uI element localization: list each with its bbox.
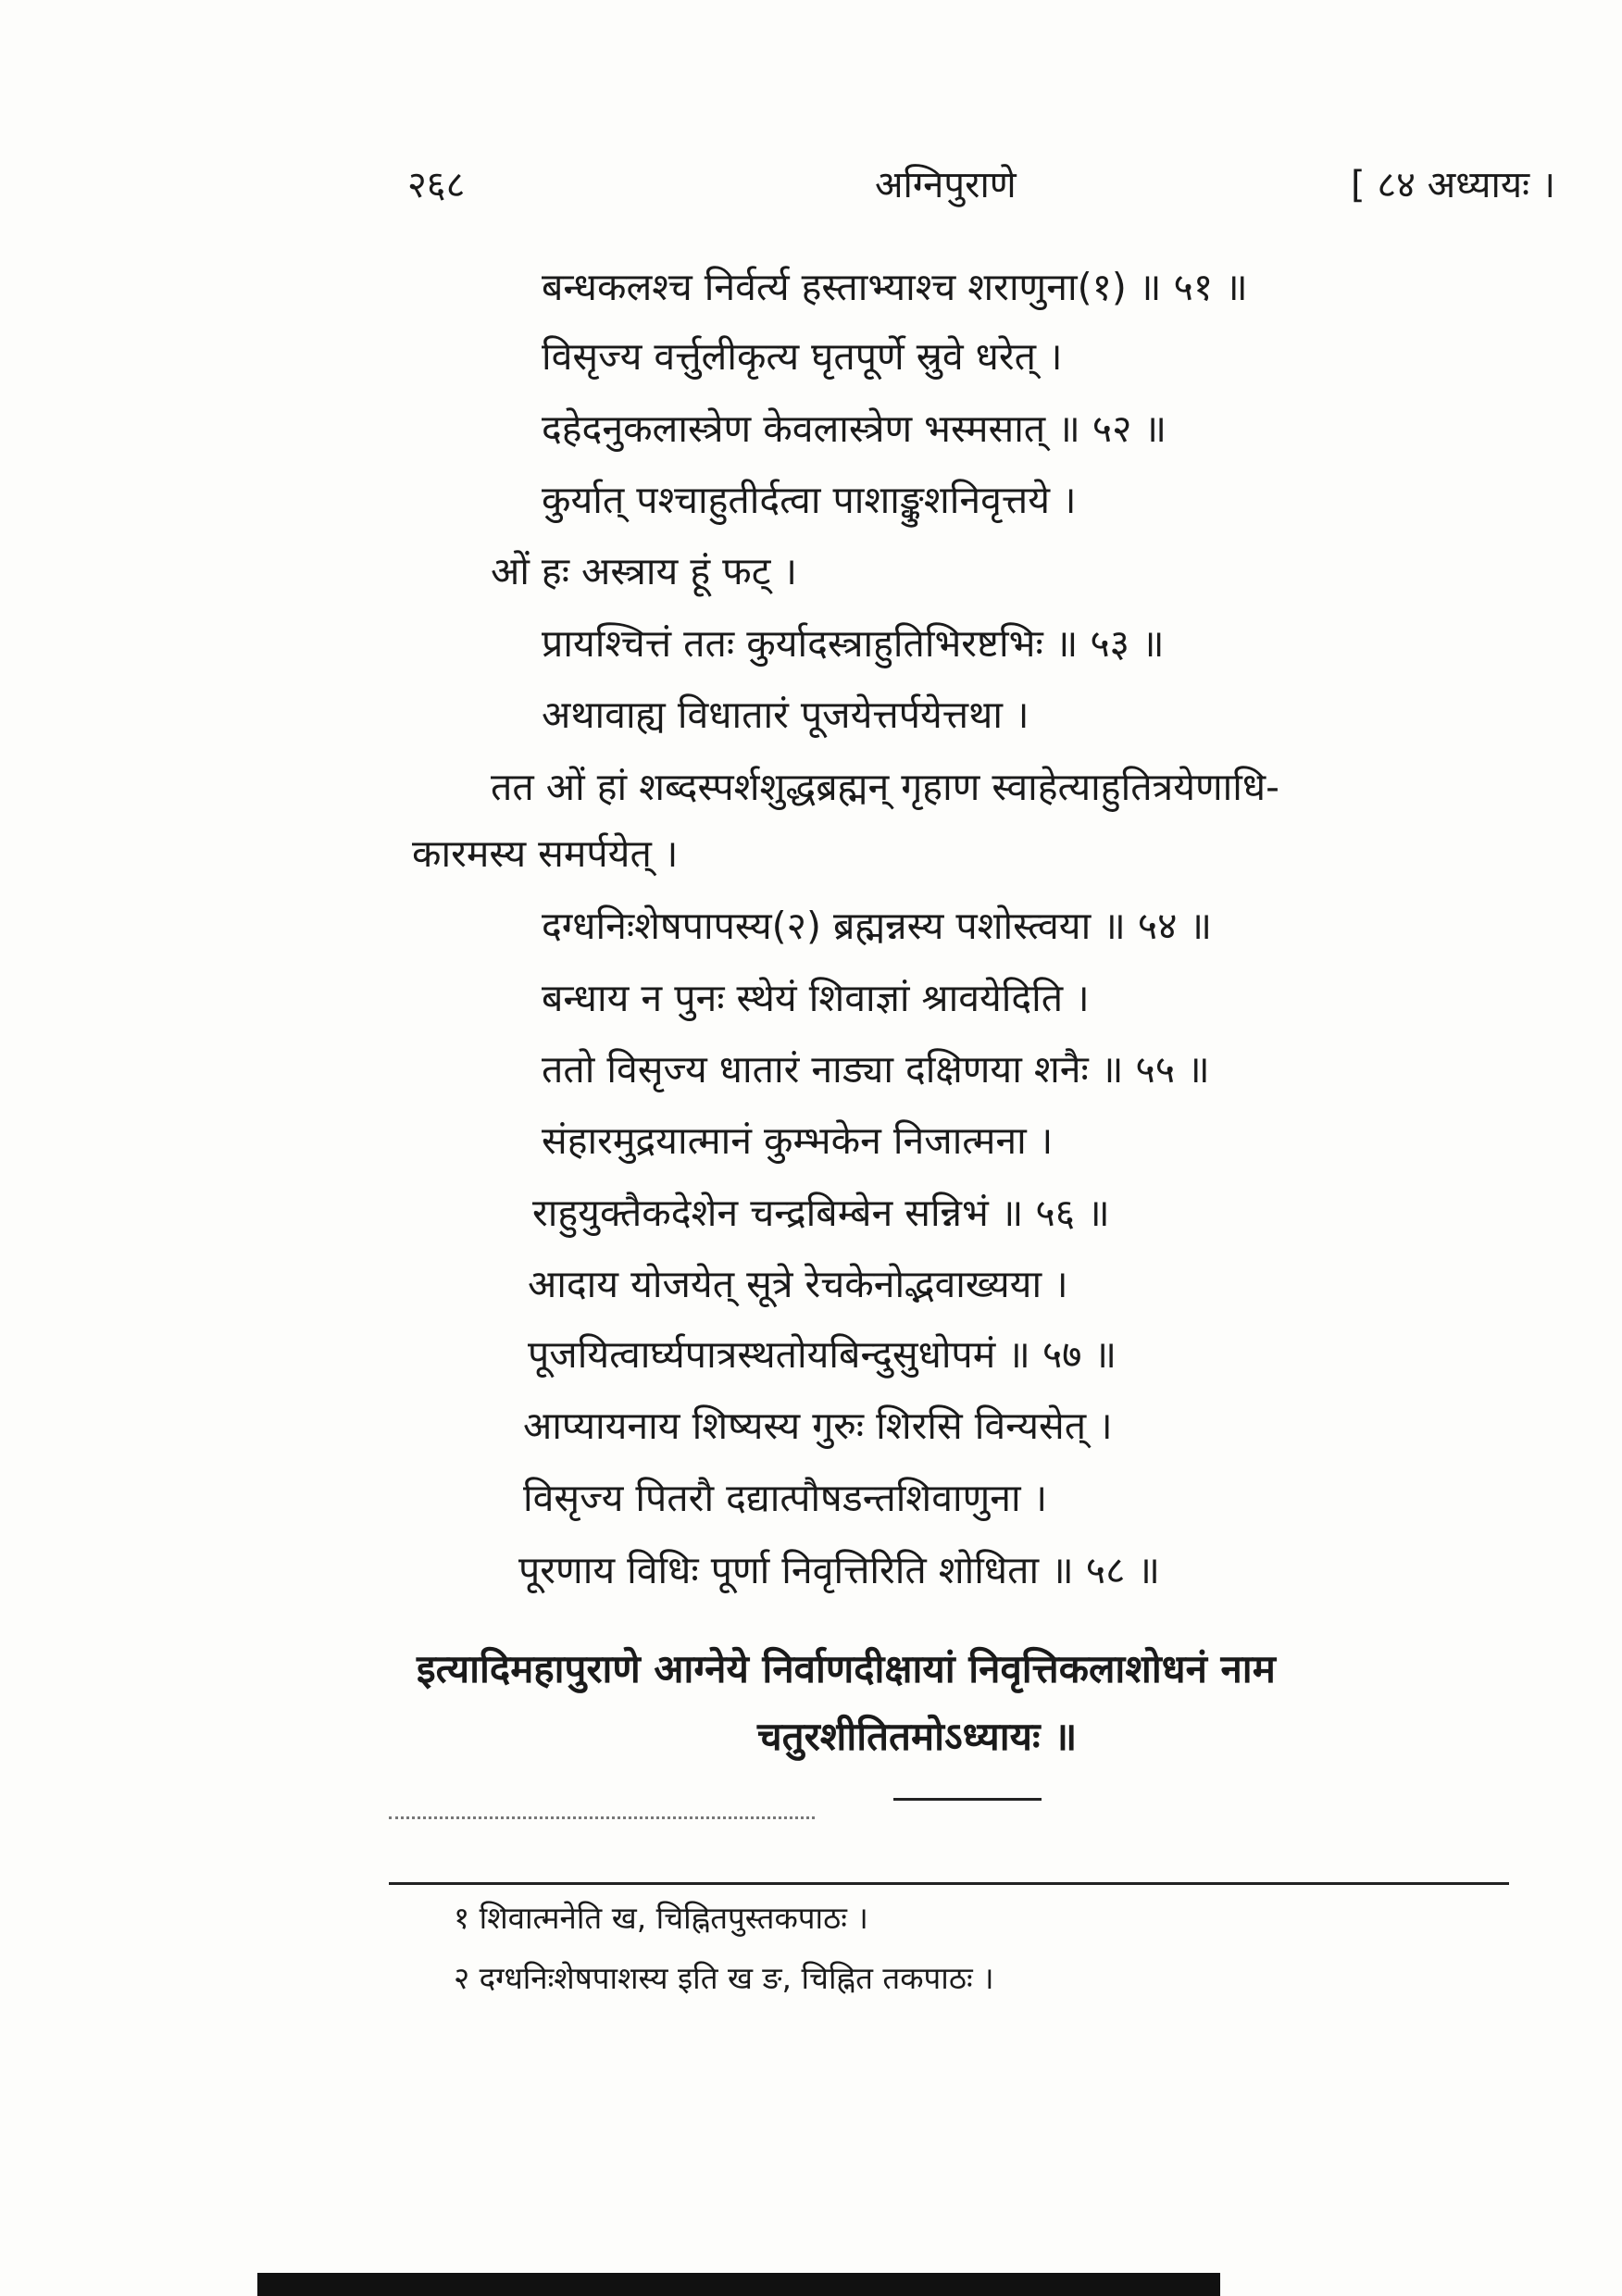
verse-line: ततो विसृज्य धातारं नाड्या दक्षिणया शनैः ॥ ५५ ॥ bbox=[542, 1047, 1210, 1092]
verse-line: अथावाह्य विधातारं पूजयेत्तर्पयेत्तथा । bbox=[542, 693, 1029, 737]
footnote: १ शिवात्मनेति ख, चिह्नितपुस्तकपाठः । bbox=[454, 1900, 868, 1936]
page-header bbox=[407, 157, 1574, 213]
colophon-line: चतुरशीतितमोऽध्यायः ॥ bbox=[757, 1714, 1078, 1759]
verse-line: दग्धनिःशेषपापस्य(२) ब्रह्मन्नस्य पशोस्त्वया ॥ ५४ ॥ bbox=[542, 904, 1213, 948]
footnote: २ दग्धनिःशेषपाशस्य इति ख ङ, चिह्नित तकपाठः । bbox=[454, 1960, 994, 1996]
scan-noise-rule bbox=[389, 1816, 815, 1819]
chapter-marker: [ ८४ अध्यायः । bbox=[1351, 164, 1555, 206]
footnote-rule bbox=[389, 1882, 1509, 1885]
scan-edge-bar bbox=[257, 2273, 1220, 2296]
verse-line: पूरणाय विधिः पूर्णा निवृत्तिरिति शोधिता ॥ ५८ ॥ bbox=[518, 1548, 1160, 1592]
verse-line: राहुयुक्तैकदेशेन चन्द्रबिम्बेन सन्निभं ॥ ५६ ॥ bbox=[532, 1191, 1110, 1235]
section-divider bbox=[893, 1798, 1042, 1801]
running-title: अग्निपुराणे bbox=[875, 164, 1017, 206]
colophon-line: इत्यादिमहापुराणे आग्नेये निर्वाणदीक्षायां निवृत्तिकलाशोधनं नाम bbox=[417, 1646, 1276, 1691]
mantra-line: ओं हः अस्त्राय हूं फट् । bbox=[491, 549, 798, 593]
prose-line: तत ओं हां शब्दस्पर्शशुद्धब्रह्मन् गृहाण स्वाहेत्याहुतित्रयेणाधि- bbox=[491, 765, 1279, 809]
verse-line: कुर्यात् पश्चाहुतीर्दत्वा पाशाङ्कुशनिवृत्तये । bbox=[542, 478, 1077, 522]
verse-line: विसृज्य पितरौ दद्यात्पौषडन्तशिवाणुना । bbox=[523, 1476, 1048, 1520]
verse-line: दहेदनुकलास्त्रेण केवलास्त्रेण भस्मसात् ॥ ५२ ॥ bbox=[542, 406, 1167, 451]
page-number: २६८ bbox=[407, 164, 466, 206]
verse-line: पूजयित्वार्घ्यपात्रस्थतोयबिन्दुसुधोपमं ॥ ५७ ॥ bbox=[528, 1332, 1117, 1377]
verse-line: आप्यायनाय शिष्यस्य गुरुः शिरसि विन्यसेत् । bbox=[523, 1404, 1113, 1448]
verse-line: विसृज्य वर्त्तुलीकृत्य घृतपूर्णे स्रुवे धरेत् । bbox=[542, 334, 1063, 379]
verse-line: आदाय योजयेत् सूत्रे रेचकेनोद्भवाख्यया । bbox=[528, 1262, 1068, 1306]
prose-line: कारमस्य समर्पयेत् । bbox=[412, 831, 679, 876]
verse-line: प्रायश्चित्तं ततः कुर्यादस्त्राहुतिभिरष्टभिः ॥ ५३ ॥ bbox=[542, 621, 1165, 666]
verse-line: संहारमुद्रयात्मानं कुम्भकेन निजात्मना । bbox=[542, 1118, 1054, 1163]
verse-line: बन्धाय न पुनः स्थेयं शिवाज्ञां श्रावयेदिति । bbox=[542, 976, 1090, 1020]
verse-line: बन्धकलश्च निर्वर्त्य हस्ताभ्याश्च शराणुना(१) ॥ ५१ ॥ bbox=[542, 265, 1248, 309]
